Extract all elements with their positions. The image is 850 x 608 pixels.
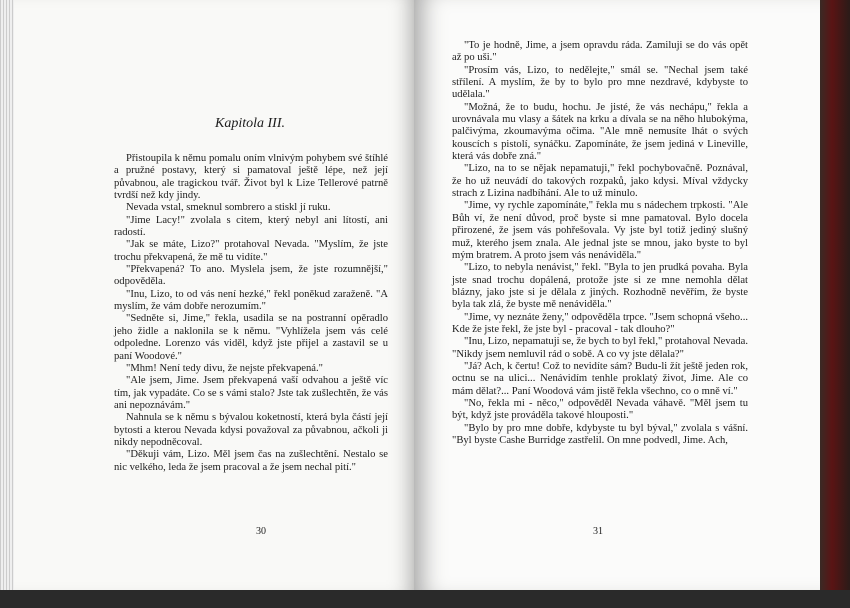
chapter-title: Kapitola III.	[215, 116, 285, 131]
paragraph: Nahnula se k němu s bývalou koketností, která byla částí její bytosti a kterou Nevada kdysi považoval za půvabnou, ačkoli ji nikdy nepodněcoval.	[114, 412, 388, 448]
paragraph: "Lizo, na to se nějak nepamatuji," řekl pochybovačně. Poznával, že ho už neuvádí do takových rozpaků, jako kdysi. Míval vždycky strach z Lizina nadbíhání. Ale to už minulo.	[452, 163, 748, 200]
paragraph: "Mhm! Není tedy divu, že nejste překvapená."	[126, 362, 323, 374]
table-surface	[0, 590, 850, 608]
paragraph: "Prosím vás, Lizo, to nedělejte," smál se. "Nechal jsem také střílení. A myslím, že by to bylo pro mne nezdravé, kdybyste to udělala."	[452, 64, 748, 101]
left-page-text	[114, 153, 388, 474]
paragraph: "To je hodně, Jime, a jsem opravdu ráda. Zamiluji se do vás opět až po uši."	[452, 40, 748, 64]
paragraph: "Lizo, to nebyla nenávist," řekl. "Byla to jen prudká povaha. Byla jste snad trochu dopálená, protože jste si ze mne nemohla dělat blázny, jako jste si je dělala z jiných. Rozhodně nevěřím, že byste byla tak zlá, že byste mě nenáviděla."	[452, 262, 748, 311]
paragraph: "No, řekla mi - něco," odpověděl Nevada váhavě. "Měl jsem tu být, když jste prováděla takové hlouposti."	[452, 397, 748, 422]
paragraph: "Jime, vy neznáte ženy," odpověděla trpce. "Jsem schopná všeho... Kde že jste řekl, že jste byl - pracoval - tak dlouho?"	[452, 311, 748, 335]
page-number: 30	[256, 526, 266, 537]
paragraph: "Jak se máte, Lizo?" protahoval Nevada. "Myslím, že jste trochu překvapená, že mě tu vidíte."	[114, 239, 388, 263]
paragraph: "Sedněte si, Jime," řekla, usadila se na postranní opěradlo jeho židle a naklonila se k němu. "Vyhlížela jsem vás celé odpoledne. Lorenzo vás viděl, když jste přijel a zastavil se u paní Woodové."	[114, 313, 388, 362]
book-cover-edge	[820, 0, 850, 608]
paragraph: "Překvapená? To ano. Myslela jsem, že jste rozumnější," odpověděla.	[114, 264, 388, 288]
paragraph: "Inu, Lizo, nepamatuji se, že bych to byl řekl," protahoval Nevada. "Nikdy jsem nemluvil rád o sobě. A co vy jste dělala?"	[452, 336, 748, 360]
right-page-text	[452, 40, 748, 447]
paragraph: "Jime, vy rychle zapomínáte," řekla mu s nádechem trpkosti. "Ale Bůh ví, že není důvod, proč byste si mne pamatoval. Bylo docela přirozené, že jsem vás pohřešovala. Vy jste byl totiž jediný slušný muž, kterého jsem znala. Ale jednal jste se mnou, jako byste to byl mým bratrem. A proto jsem vás nenáviděla."	[452, 200, 748, 261]
paragraph: "Bylo by pro mne dobře, kdybyste tu byl býval," zvolala s vášní. "Byl byste Cashe Burridge zastřelil. On mne podvedl, Jime. Ach,	[452, 422, 748, 446]
paragraph: "Já? Ach, k čertu! Což to nevidíte sám? Budu-li žít ještě jeden rok, octnu se na ulici... Nenávidím tenhle proklatý život, Jime. Ale co mám dělat?... Paní Woodová vám jistě řekla všechno, co o mně ví."	[452, 360, 748, 397]
paragraph: Nevada vstal, smeknul sombrero a stiskl jí ruku.	[126, 202, 331, 214]
paragraph: "Možná, že to budu, hochu. Je jisté, že vás nechápu," řekla a urovnávala mu vlasy a šátek na krku a dívala se na něho hlubokýma, palčivýma, zkoumavýma očima. "Ale mně nemusíte lhát o svých kouscích s pistolí, synáčku. Zapomínáte, že jsem jediná v Lineville, která vás dobře zná."	[452, 101, 748, 163]
paragraph: "Jime Lacy!" zvolala s citem, který nebyl ani lítostí, ani radostí.	[114, 214, 388, 239]
paragraph: "Inu, Lizo, to od vás není hezké," řekl poněkud zaraženě. "A myslím, že vám dobře nerozumím."	[114, 288, 388, 313]
page-number: 31	[593, 526, 603, 537]
paragraph: "Ale jsem, Jime. Jsem překvapená vaší odvahou a ještě víc tím, jak vypadáte. Co se s vámi stalo? Jste tak zušlechtěn, že vás ani nepoznávám."	[114, 375, 388, 411]
page-edges	[0, 0, 14, 590]
paragraph: "Děkuji vám, Lizo. Měl jsem čas na zušlechtění. Nestalo se nic velkého, leda že jsem pracoval a že jsem nechal pití."	[114, 449, 388, 473]
paragraph: Přistoupila k němu pomalu oním vlnivým pohybem své štíhlé a pružné postavy, který si pamatoval ještě lépe, než její půvabnou, ale tragickou tvář. Život byl k Lize Tellerové patrně tvrdší než kdy jindy.	[114, 153, 388, 202]
